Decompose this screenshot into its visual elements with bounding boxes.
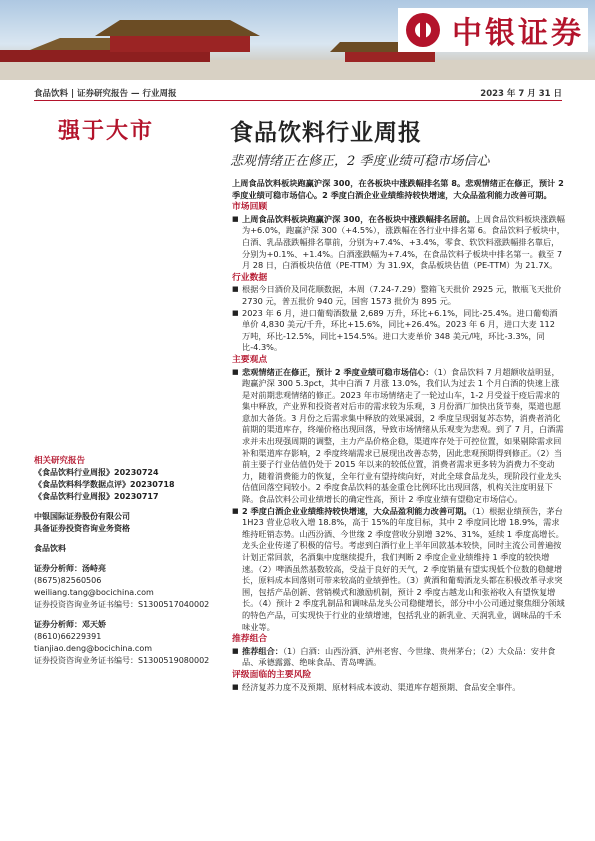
report-title: 食品饮料行业周报 bbox=[230, 119, 422, 146]
analyst-1-email[interactable]: weiliang.tang@bocichina.com bbox=[34, 588, 154, 597]
section-heading-market: 市场回顾 bbox=[232, 202, 268, 213]
risks-bullet: ■ 经济复苏力度不及预期、原材料成本波动、渠道库存超预期、食品安全事件。 bbox=[232, 682, 565, 694]
views-bullet-2-lead: 2 季度白酒企业业绩维持较快增速，大众品盈利能力改善可期。 bbox=[242, 505, 472, 516]
related-report-2[interactable]: 《食品饮料科学数据点评》20230718 bbox=[34, 480, 175, 489]
views-bullet-2-text: （1）根据业绩预告，茅台 1H23 营业总收入增 18.8%，高于 15%的年度目标，其中 2 季度同比增 18.9%，需求维持旺销态势。山西汾酒、今世缘 2 季度营收分别增 32%、31%，延续 1 季度高增长。龙头企业传递了积极的信号。考虑到白酒行业上半年回款基本较快，同时主流公司普遍按计划正常回款，名酒集中度继续提升，我们判断 2 季度企业业绩维持 1 季度的较快增速。（2）啤酒虽然基数较高，受益于良好的天气，2 季度销量有望实现低个位数的稳健增长，原料成本回落则可带来较高的业绩弹性。（3）黄酒和葡萄酒龙头都在积极改革寻求突围，包括产品创新、营销模式和激励机制，预计 2 季度古越龙山和张裕收入有望恢复增长。（4）预计 2 季度乳制品和调味品龙头公司稳健增长，部分中小公司通过聚焦细分领域的特色产品，可实现快于行业的业绩增速，包括乳业的新乳业、天润乳业，调味品的千禾味业等。 bbox=[242, 505, 565, 632]
analyst-1-name-line bbox=[34, 563, 214, 575]
analyst-1-cert: 证券投资咨询业务证书编号：S1300517040002 bbox=[34, 600, 210, 609]
summary-paragraph: 上周食品饮料板块跑赢沪深 300，在各板块中涨跌幅排名第 8。悲观情绪正在修正，预计 2 季度业绩可稳市场信心。2 季度白酒企业业绩维持较快增速，大众品盈利能力改善可期。 bbox=[232, 178, 564, 200]
header-banner bbox=[0, 0, 595, 80]
related-report-1[interactable]: 《食品饮料行业周报》20230724 bbox=[34, 468, 159, 477]
market-bullet-text: 上周食品饮料板块涨跌幅为+6.0%，跑赢沪深 300（+4.5%），涨跌幅在各行业中排名第 6。食品饮料子板块中，白酒、乳品涨跌幅排名靠前，分别为+7.4%、+3.4%，零食、软饮料涨跌幅排名靠后，分别为+0.1%、+1.4%。白酒涨跌幅为+7.4%，在食品饮料子板块中排名第一。截至 7 月 28 日，白酒板块估值（PE-TTM）为 31.9X，食品板块估值（PE-TTM）为 21.7X。 bbox=[242, 213, 565, 271]
analyst-1-phone: (8675)82560506 bbox=[34, 576, 102, 585]
views-bullet-1 bbox=[232, 367, 565, 506]
company-qualification: 具备证券投资咨询业务资格 bbox=[34, 524, 130, 533]
picks-bullet bbox=[232, 646, 565, 669]
analyst-2-email[interactable]: tianjiao.deng@bocichina.com bbox=[34, 644, 153, 653]
analyst-2-phone: (8610)66229391 bbox=[34, 632, 102, 641]
company-logo bbox=[398, 8, 588, 52]
top-info-bar bbox=[34, 86, 562, 101]
related-report-3[interactable]: 《食品饮料行业周报》20230717 bbox=[34, 492, 159, 501]
views-bullet-1-lead: 悲观情绪正在修正，预计 2 季度业绩可稳市场信心： bbox=[242, 366, 434, 377]
analyst-2-label: 证券分析师： bbox=[34, 620, 82, 629]
boc-logo-icon bbox=[406, 13, 440, 47]
company-name: 中银国际证券股份有限公司 bbox=[34, 512, 130, 521]
market-bullet bbox=[232, 214, 565, 272]
section-heading-risks: 评级面临的主要风险 bbox=[232, 669, 312, 680]
views-bullet-1-text: （1）食品饮料 7 月超额收益明显，跑赢沪深 300 5.3pct，其中白酒 7 月涨 13.0%，我们认为过去 1 个月白酒的快速上涨是对前期悲观情绪的修正。2023 年市场情绪走了一轮过山车，1-2 月受益于疫后需求的集中释放，产业界和投资者对后市的需求较为乐观，3 月份酒厂加快出货节奏，渠道也愿意加大备货。3 月份之后需求集中释放的效果减弱，2 季度呈现弱复苏态势，消费者消化前期的渠道库存，终端价格出现回落，导致市场情绪从乐观变为悲观。到了 7 月，白酒需求并未出现强周期的调整，主力产品价格企稳，渠道库存处于可控位置，如果剔除需求回补和渠道库存影响，2 季度终端需求已展现出改善态势，因此悲观预期得到修正。（2）当前主要子行业估值仍处于 2015 年以来的较低位置，消费者需求更多转为消费力不变动力，随着消费能力的恢复，全年行业有望持续向好，对此全球食品龙头，现阶段行业龙头估值回落空间较小。2 季度食品饮料的基金重仓比例环比出现回落，机构关注度明显下降。食品饮料公司业绩增长的确定性高，预计 2 季度业绩有望稳定市场信心。 bbox=[242, 366, 564, 505]
industry-rating: 强于大市 bbox=[58, 118, 155, 144]
section-heading-industry: 行业数据 bbox=[232, 272, 268, 283]
section-heading-picks: 推荐组合 bbox=[232, 634, 268, 645]
sector-label: 食品饮料 bbox=[34, 544, 66, 553]
section-heading-views: 主要观点 bbox=[232, 354, 268, 365]
views-bullet-2 bbox=[232, 506, 565, 634]
market-bullet-lead: 上周食品饮料板块跑赢沪深 300，在各板块中涨跌幅排名居前。 bbox=[242, 213, 475, 224]
industry-bullet-2: ■ 2023 年 6 月，进口葡萄酒数量 2,689 万升，环比+6.1%，同比-25.4%。进口葡萄酒单价 4,830 美元/千升，环比+15.6%，同比+26.4%。2023 年 6 月，进口大麦 112 万吨，环比-12.5%，同比+154.5%。进口大麦单价 348 美元/吨，环比-3.3%，同比-4.3%。 bbox=[232, 308, 565, 354]
analyst-2-name: 邓天娇 bbox=[82, 620, 106, 629]
picks-bullet-text: （1）白酒：山西汾酒、泸州老窖、今世缘、贵州茅台；（2）大众品：安井食品、承德露露、绝味食品、青岛啤酒。 bbox=[242, 645, 556, 668]
picks-bullet-lead: 推荐组合： bbox=[242, 645, 283, 656]
breadcrumb: 食品饮料 | 证券研究报告 — 行业周报 bbox=[34, 89, 177, 99]
analyst-1-name: 汤峙亮 bbox=[82, 564, 106, 573]
analyst-2-name-line bbox=[34, 619, 214, 631]
related-reports-heading: 相关研究报告 bbox=[34, 456, 86, 466]
main-content bbox=[232, 178, 565, 693]
analyst-1-label: 证券分析师： bbox=[34, 564, 82, 573]
industry-bullet-1: ■ 根据今日酒价及同花顺数据，本周（7.24-7.29）整箱飞天批价 2925 元，散瓶飞天批价 2730 元，普五批价 940 元，国窖 1573 批价为 895 元。 bbox=[232, 284, 565, 307]
report-subtitle: 悲观情绪正在修正，2 季度业绩可稳市场信心 bbox=[230, 154, 490, 169]
analyst-2-cert: 证券投资咨询业务证书编号：S1300519080002 bbox=[34, 656, 210, 665]
report-date: 2023 年 7 月 31 日 bbox=[480, 89, 562, 99]
left-sidebar bbox=[34, 455, 214, 667]
logo-text: 中银证券 bbox=[452, 16, 584, 51]
